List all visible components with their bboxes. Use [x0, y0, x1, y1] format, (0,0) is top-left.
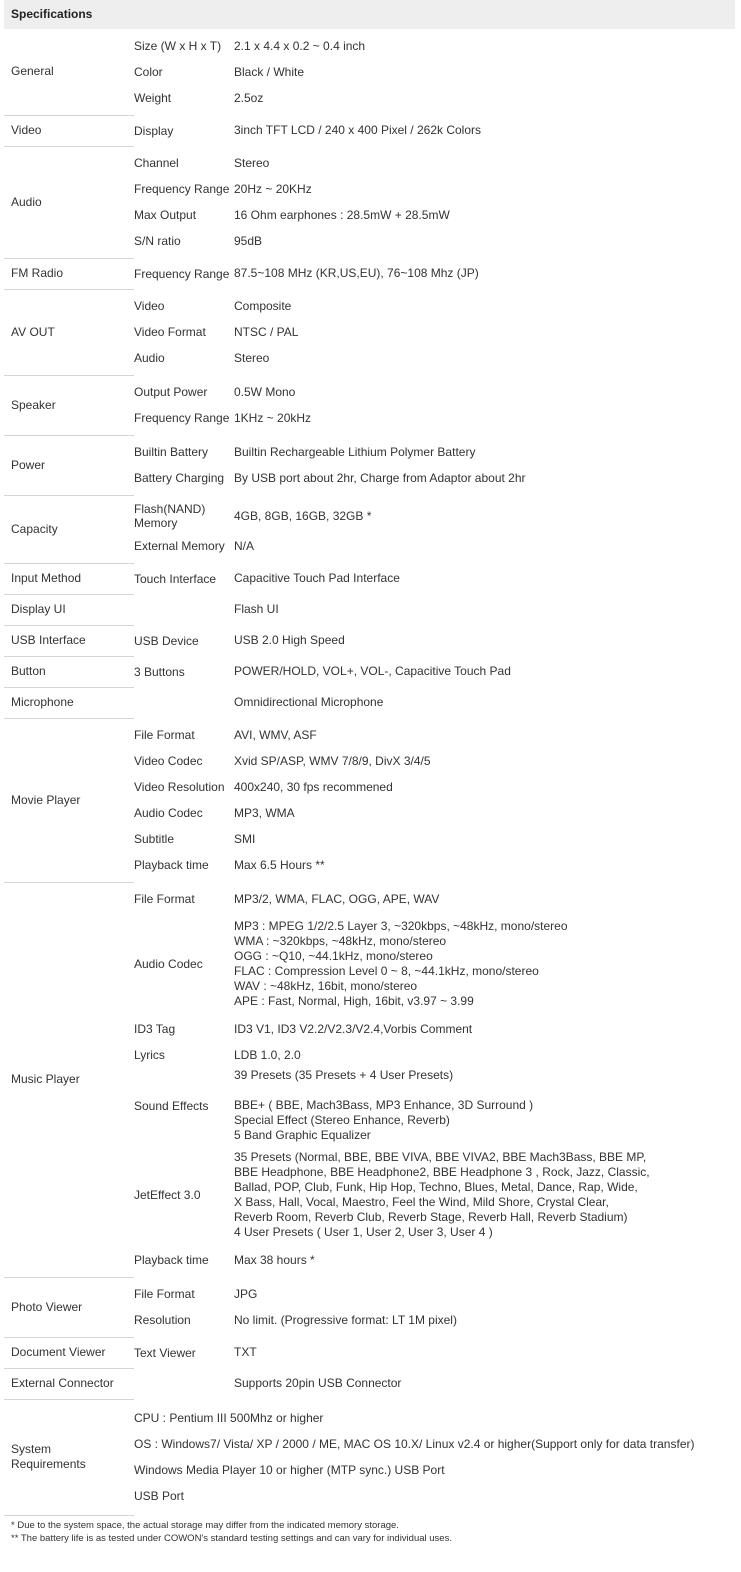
- spec-label: Video: [134, 299, 165, 313]
- category-rows: [134, 115, 735, 146]
- spec-value: 3inch TFT LCD / 240 x 400 Pixel / 262k Colors: [234, 123, 482, 137]
- category-label: External Connector: [4, 1368, 134, 1399]
- spec-label: Audio Codec: [134, 957, 203, 971]
- spec-group-music-player: [4, 882, 735, 1277]
- spec-row: [134, 465, 735, 491]
- spec-row: [134, 629, 735, 652]
- spec-value: USB Port: [134, 1488, 185, 1503]
- spec-value: USB 2.0 High Speed: [234, 633, 345, 647]
- category-rows: [134, 882, 735, 1277]
- spec-row: [134, 533, 735, 559]
- category-label: Speaker: [4, 375, 134, 435]
- category-label: Movie Player: [4, 718, 134, 882]
- category-rows: [134, 718, 735, 882]
- spec-row: [134, 33, 735, 59]
- spec-row: [134, 800, 735, 826]
- category-rows: [134, 375, 735, 435]
- spec-value: JPG: [234, 1286, 258, 1301]
- spec-label: Frequency Range: [134, 411, 230, 425]
- spec-label: Audio Codec: [134, 806, 203, 820]
- footnote-storage: * Due to the system space, the actual storage may differ from the indicated memory storage.: [11, 1520, 399, 1531]
- spec-group-usb-interface: [4, 625, 735, 656]
- category-rows: [134, 563, 735, 594]
- category-label: Power: [4, 435, 134, 495]
- spec-label: 3 Buttons: [134, 664, 185, 679]
- spec-value: OS : Windows7/ Vista/ XP / 2000 / ME, MAC OS 10.X/ Linux v2.4 or higher(Support only for data transfer): [134, 1436, 695, 1451]
- spec-label: Video Codec: [134, 754, 203, 768]
- spec-row: [134, 912, 735, 1016]
- spec-row: [134, 293, 735, 319]
- spec-group-general: [4, 29, 735, 115]
- spec-value: 400x240, 30 fps recommened: [234, 779, 393, 794]
- spec-label: ID3 Tag: [134, 1022, 176, 1036]
- category-rows: [134, 687, 735, 718]
- spec-row: [134, 262, 735, 285]
- spec-label: Frequency Range: [134, 182, 230, 196]
- spec-value: NTSC / PAL: [234, 324, 299, 339]
- category-rows: [134, 495, 735, 563]
- spec-row: [134, 1307, 735, 1333]
- spec-label: External Memory: [134, 539, 225, 553]
- spec-value: 1KHz ~ 20kHz: [234, 410, 312, 425]
- spec-row: [134, 1143, 735, 1247]
- spec-group-power: [4, 435, 735, 495]
- category-label: Capacity: [4, 495, 134, 563]
- spec-value: 87.5~108 MHz (KR,US,EU), 76~108 Mhz (JP): [234, 266, 479, 280]
- spec-group-fm-radio: [4, 258, 735, 289]
- spec-row: [134, 1042, 735, 1068]
- spec-value: POWER/HOLD, VOL+, VOL-, Capacitive Touch Pad: [234, 664, 511, 678]
- spec-value: 2.1 x 4.4 x 0.2 ~ 0.4 inch: [234, 38, 366, 53]
- spec-value: LDB 1.0, 2.0: [234, 1047, 301, 1062]
- spec-label: Touch Interface: [134, 571, 217, 586]
- spec-value: 35 Presets (Normal, BBE, BBE VIVA, BBE VIVA2, BBE Mach3Bass, BBE MP, BBE Headphone, BBE Headphone2, BBE Headphone 3 , Rock, Jazz, Classic, Ballad, POP, Club, Funk, Hip Hop, Techno, Blues, Metal, Dance, Rap, Wide, X Bass, Hall, Vocal, Maestro, Feel the Wind, Mild Shore, Crystal Clear, Reverb Room, Reverb Club, Reverb Stage, Reverb Hall, Reverb Stadium) 4 User Presets ( User 1, User 2, User 3, User 4 ): [234, 1150, 650, 1239]
- category-rows: [134, 146, 735, 258]
- spec-label: File Format: [134, 1287, 195, 1301]
- spec-row: [134, 85, 735, 111]
- spec-row: [134, 886, 735, 912]
- spec-label: Text Viewer: [134, 1345, 196, 1360]
- spec-value: MP3, WMA: [234, 805, 295, 820]
- spec-row: [134, 748, 735, 774]
- spec-row: [134, 774, 735, 800]
- category-label: Display UI: [4, 594, 134, 625]
- spec-value: Omnidirectional Microphone: [234, 695, 384, 709]
- spec-row: [134, 345, 735, 371]
- spec-row: [134, 826, 735, 852]
- spec-label: Size (W x H x T): [134, 39, 222, 53]
- spec-value: 2.5oz: [234, 90, 264, 105]
- category-label: Music Player: [4, 882, 134, 1277]
- spec-row: [134, 1405, 735, 1431]
- spec-row: [134, 59, 735, 85]
- spec-value: SMI: [234, 831, 256, 846]
- spec-value: TXT: [234, 1345, 257, 1359]
- spec-value: Capacitive Touch Pad Interface: [234, 571, 400, 585]
- spec-row: [134, 119, 735, 142]
- spec-label: Lyrics: [134, 1048, 165, 1062]
- spec-value: Stereo: [234, 155, 270, 170]
- spec-group-document-viewer: [4, 1337, 735, 1368]
- spec-label: Color: [134, 65, 163, 79]
- spec-row: [134, 439, 735, 465]
- category-label: Button: [4, 656, 134, 687]
- category-label: Video: [4, 115, 134, 146]
- spec-row: [134, 1372, 735, 1395]
- spec-row: [134, 1483, 735, 1509]
- category-rows: [134, 435, 735, 495]
- spec-label: Display: [134, 123, 174, 138]
- spec-label: Resolution: [134, 1313, 191, 1327]
- spec-group-speaker: [4, 375, 735, 435]
- spec-group-av-out: [4, 289, 735, 375]
- spec-group-external-connector: [4, 1368, 735, 1399]
- spec-row: [134, 567, 735, 590]
- category-label: Photo Viewer: [4, 1277, 134, 1337]
- spec-value: 16 Ohm earphones : 28.5mW + 28.5mW: [234, 207, 450, 222]
- spec-row: [134, 1457, 735, 1483]
- spec-row: [134, 660, 735, 683]
- spec-label: Max Output: [134, 208, 197, 222]
- spec-value: Max 38 hours *: [234, 1252, 315, 1267]
- category-rows: [134, 258, 735, 289]
- spec-label: Subtitle: [134, 832, 175, 846]
- spec-value: ID3 V1, ID3 V2.2/V2.3/V2.4,Vorbis Comment: [234, 1021, 473, 1036]
- spec-value: AVI, WMV, ASF: [234, 727, 317, 742]
- category-label: Input Method: [4, 563, 134, 594]
- spec-label: Output Power: [134, 385, 208, 399]
- spec-value: MP3 : MPEG 1/2/2.5 Layer 3, ~320kbps, ~48kHz, mono/stereo WMA : ~320kbps, ~48kHz, mono/stereo OGG : ~Q10, ~44.1kHz, mono/stereo FLAC : Compression Level 0 ~ 8, ~44.1kHz, mono/stereo WAV : ~48kHz, 16bit, mono/stereo APE : Fast, Normal, High, 16bit, v3.97 ~ 3.99: [234, 919, 568, 1008]
- spec-label: Sound Effects: [134, 1098, 209, 1113]
- spec-value: Builtin Rechargeable Lithium Polymer Battery: [234, 444, 476, 459]
- spec-group-button: [4, 656, 735, 687]
- category-label: Document Viewer: [4, 1337, 134, 1368]
- spec-label: File Format: [134, 892, 195, 906]
- spec-value: Black / White: [234, 64, 305, 79]
- category-label: Audio: [4, 146, 134, 258]
- spec-row: [134, 1068, 735, 1143]
- category-label: USB Interface: [4, 625, 134, 656]
- spec-value: By USB port about 2hr, Charge from Adaptor about 2hr: [234, 470, 526, 485]
- category-label: General: [4, 29, 134, 115]
- spec-row: [134, 379, 735, 405]
- spec-row: [134, 202, 735, 228]
- footnote-battery: ** The battery life is as tested under COWON's standard testing settings and can vary for individual uses.: [11, 1533, 452, 1544]
- spec-value: Xvid SP/ASP, WMV 7/8/9, DivX 3/4/5: [234, 753, 431, 768]
- category-rows: [134, 289, 735, 375]
- spec-row: [134, 319, 735, 345]
- spec-row: [134, 598, 735, 621]
- spec-label: Playback time: [134, 858, 209, 872]
- spec-value: Flash UI: [234, 602, 279, 616]
- spec-value: 39 Presets (35 Presets + 4 User Presets) BBE+ ( BBE, Mach3Bass, MP3 Enhance, 3D Surround ) Special Effect (Stereo Enhance, Reverb) 5 Band Graphic Equalizer: [234, 1068, 534, 1142]
- spec-value: 4GB, 8GB, 16GB, 32GB *: [234, 508, 372, 523]
- spec-group-photo-viewer: [4, 1277, 735, 1337]
- category-label: Microphone: [4, 687, 134, 718]
- category-rows: [134, 1368, 735, 1399]
- spec-group-movie-player: [4, 718, 735, 882]
- spec-label: Frequency Range: [134, 266, 230, 281]
- spec-value: Stereo: [234, 350, 270, 365]
- spec-label: Builtin Battery: [134, 445, 209, 459]
- footnotes: [11, 1519, 452, 1545]
- spec-row: [134, 499, 735, 533]
- spec-group-audio: [4, 146, 735, 258]
- category-rows: [134, 1277, 735, 1337]
- spec-value: MP3/2, WMA, FLAC, OGG, APE, WAV: [234, 891, 440, 906]
- spec-sheet: [4, 0, 735, 1516]
- spec-row: [134, 176, 735, 202]
- spec-row: [134, 228, 735, 254]
- spec-label: Video Format: [134, 325, 206, 339]
- spec-value: Supports 20pin USB Connector: [234, 1376, 402, 1390]
- spec-value: 95dB: [234, 233, 263, 248]
- spec-value: Composite: [234, 298, 292, 313]
- category-label: System Requirements: [4, 1399, 134, 1515]
- spec-label: Playback time: [134, 1253, 209, 1267]
- spec-row: [134, 405, 735, 431]
- spec-group-input-method: [4, 563, 735, 594]
- spec-label: USB Device: [134, 633, 199, 648]
- spec-row: [134, 150, 735, 176]
- category-rows: [134, 594, 735, 625]
- category-rows: [134, 625, 735, 656]
- category-rows: [134, 1337, 735, 1368]
- spec-row: [134, 1247, 735, 1273]
- spec-row: [134, 722, 735, 748]
- spec-group-video: [4, 115, 735, 146]
- spec-row: [134, 1431, 735, 1457]
- category-rows: [134, 1399, 735, 1515]
- spec-row: [134, 691, 735, 714]
- spec-value: Windows Media Player 10 or higher (MTP sync.) USB Port: [134, 1462, 445, 1477]
- spec-group-microphone: [4, 687, 735, 718]
- spec-value: Max 6.5 Hours **: [234, 857, 325, 872]
- spec-label: Channel: [134, 156, 179, 170]
- spec-label: Audio: [134, 351, 165, 365]
- spec-table: [4, 29, 735, 1516]
- spec-value: 20Hz ~ 20KHz: [234, 181, 312, 196]
- category-rows: [134, 656, 735, 687]
- spec-value: 0.5W Mono: [234, 384, 296, 399]
- category-label: AV OUT: [4, 289, 134, 375]
- spec-row: [134, 852, 735, 878]
- spec-label: Video Resolution: [134, 780, 225, 794]
- spec-label: JetEffect 3.0: [134, 1188, 201, 1202]
- spec-label: Battery Charging: [134, 471, 225, 485]
- spec-row: [134, 1016, 735, 1042]
- category-label: FM Radio: [4, 258, 134, 289]
- spec-group-system-requirements: [4, 1399, 735, 1515]
- spec-label: Flash(NAND) Memory: [134, 502, 206, 530]
- spec-label: Weight: [134, 91, 172, 105]
- spec-group-capacity: [4, 495, 735, 563]
- spec-value: CPU : Pentium III 500Mhz or higher: [134, 1410, 324, 1425]
- spec-value: N/A: [234, 538, 255, 553]
- spec-row: [134, 1341, 735, 1364]
- spec-row: [134, 1281, 735, 1307]
- spec-group-display-ui: [4, 594, 735, 625]
- spec-value: No limit. (Progressive format: LT 1M pixel): [234, 1312, 457, 1327]
- spec-label: File Format: [134, 728, 195, 742]
- spec-header: Specifications: [4, 0, 735, 29]
- spec-label: S/N ratio: [134, 234, 181, 248]
- category-rows: [134, 29, 735, 115]
